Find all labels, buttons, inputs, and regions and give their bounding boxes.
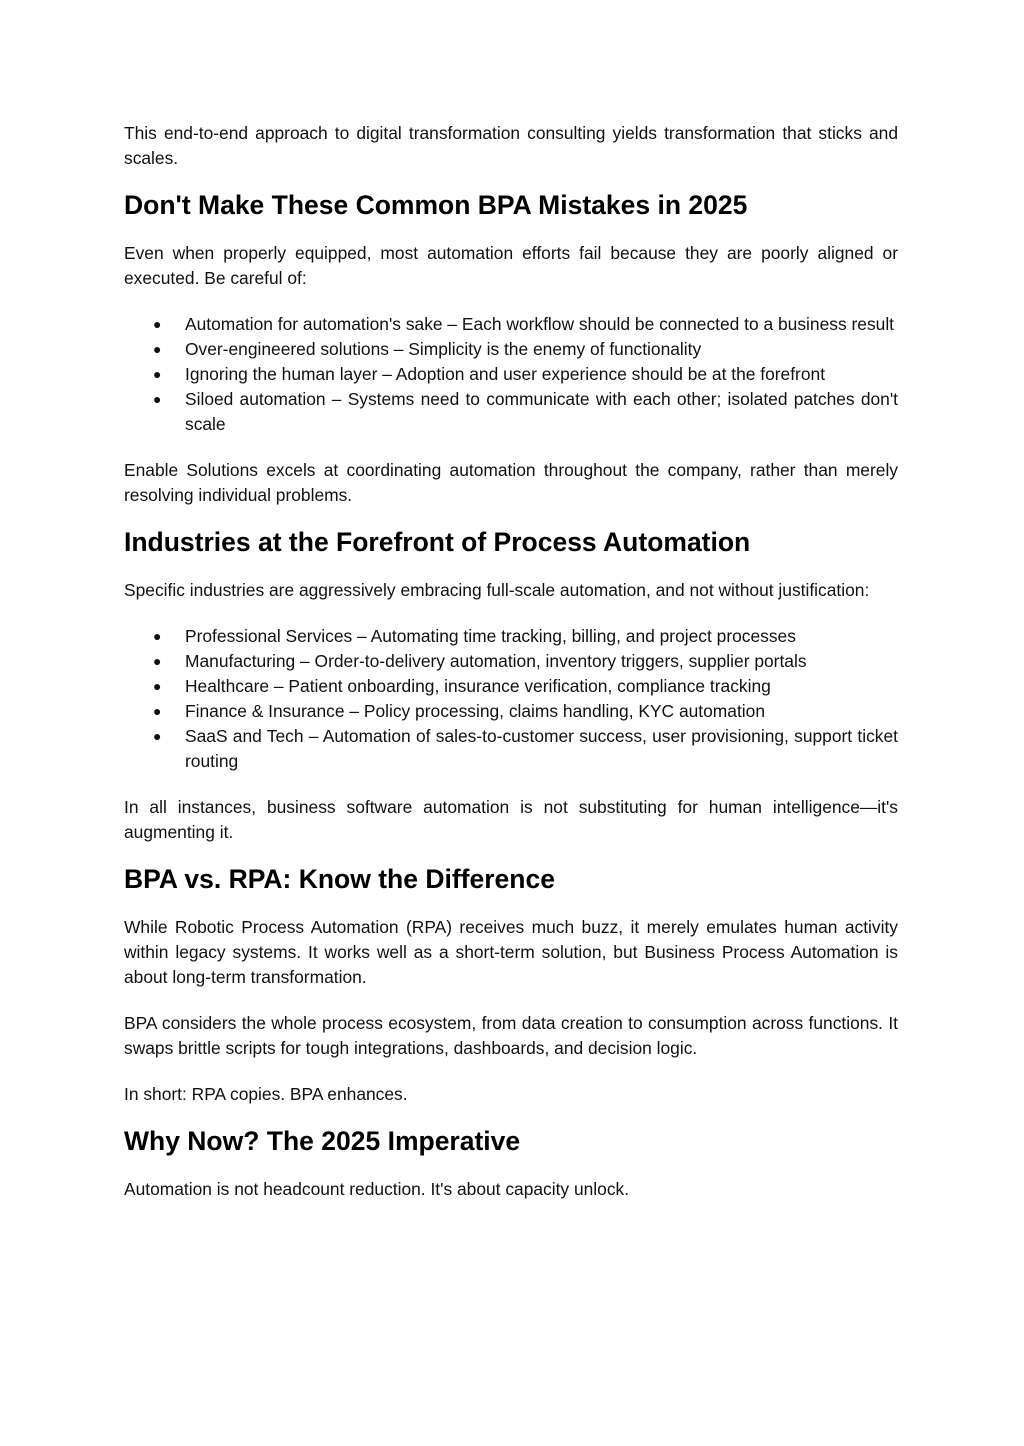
list-item: ● Siloed automation – Systems need to communicate with each other; isolated patches don't scale (153, 389, 898, 434)
list-item: ● SaaS and Tech – Automation of sales-to-customer success, user provisioning, support ticket routing (153, 726, 898, 771)
industries-closing-paragraph: In all instances, business software automation is not substituting for human intelligence—it's augmenting it. (124, 797, 898, 842)
heading-why-now: Why Now? The 2025 Imperative (124, 1126, 521, 1156)
list-item: ● Healthcare – Patient onboarding, insurance verification, compliance tracking (185, 674, 898, 699)
industries-list (124, 624, 898, 774)
bullet-icon: ● (153, 341, 162, 357)
intro-paragraph: This end-to-end approach to digital transformation consulting yields transformation that sticks and scales. (124, 123, 898, 168)
mistakes-closing-paragraph: Enable Solutions excels at coordinating automation throughout the company, rather than merely resolving individual problems. (124, 460, 898, 505)
bullet-icon: ● (153, 391, 162, 407)
list-item: ● Ignoring the human layer – Adoption and user experience should be at the forefront (185, 362, 898, 387)
mistakes-lead-paragraph: Even when properly equipped, most automation efforts fail because they are poorly aligned or executed. Be careful of: (124, 243, 898, 288)
bpa-vs-rpa-paragraph-3: In short: RPA copies. BPA enhances. (124, 1084, 408, 1104)
list-item: ● Over-engineered solutions – Simplicity is the enemy of functionality (185, 337, 898, 362)
bullet-icon: ● (153, 628, 162, 644)
list-item: ● Professional Services – Automating time tracking, billing, and project processes (185, 624, 898, 649)
bullet-icon: ● (153, 728, 162, 744)
heading-bpa-vs-rpa: BPA vs. RPA: Know the Difference (124, 864, 555, 894)
bpa-vs-rpa-paragraph-2: BPA considers the whole process ecosystem, from data creation to consumption across functions. It swaps brittle scripts for tough integrations, dashboards, and decision logic. (124, 1013, 898, 1058)
bullet-icon: ● (153, 653, 162, 669)
bullet-icon: ● (153, 366, 162, 382)
list-item: ● Finance & Insurance – Policy processing, claims handling, KYC automation (185, 699, 898, 724)
heading-bpa-mistakes: Don't Make These Common BPA Mistakes in 2025 (124, 190, 748, 220)
list-item: ● Manufacturing – Order-to-delivery automation, inventory triggers, supplier portals (185, 649, 898, 674)
bullet-icon: ● (153, 316, 162, 332)
industries-lead-paragraph: Specific industries are aggressively embracing full-scale automation, and not without justification: (124, 580, 870, 600)
bullet-icon: ● (153, 678, 162, 694)
list-item: ● Automation for automation's sake – Each workflow should be connected to a business result (185, 312, 898, 337)
mistakes-list (124, 312, 898, 437)
heading-industries: Industries at the Forefront of Process Automation (124, 527, 751, 557)
why-now-paragraph-1: Automation is not headcount reduction. It's about capacity unlock. (124, 1179, 630, 1199)
bullet-icon: ● (153, 703, 162, 719)
bpa-vs-rpa-paragraph-1: While Robotic Process Automation (RPA) receives much buzz, it merely emulates human activity within legacy systems. It works well as a short-term solution, but Business Process Automation is about long-term transformation. (124, 917, 898, 987)
